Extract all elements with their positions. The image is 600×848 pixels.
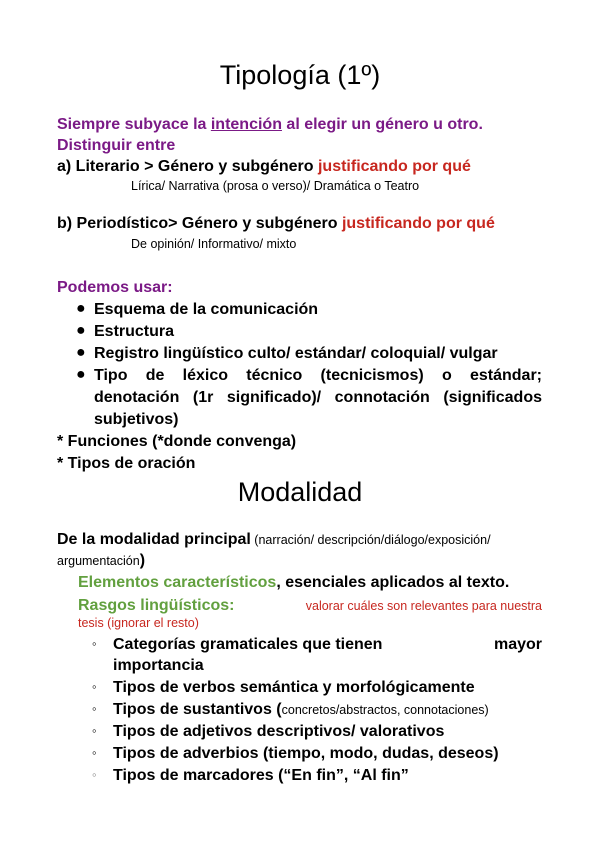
modalidad-item-adjetivos: Tipos de adjetivos descriptivos/ valorativos: [113, 723, 445, 740]
elementos-rest: , esenciales aplicados al texto.: [276, 574, 510, 591]
modalidad-item-sustantivos: [113, 701, 489, 719]
podemos-bullet-2: Estructura: [94, 323, 175, 340]
circle-bullet-icon: ◦: [92, 636, 97, 651]
modalidad-principal-line-2: [57, 552, 145, 570]
modalidad-item-verbos: Tipos de verbos semántica y morfológicamente: [113, 679, 475, 696]
intro-distinguir: Distinguir entre: [57, 137, 176, 154]
modalidad-principal: [57, 531, 491, 549]
item-a-highlight: justificando por qué: [317, 158, 471, 175]
item-a-sub: Lírica/ Narrativa (prosa o verso)/ Dramática o Teatro: [131, 179, 420, 193]
podemos-extra-2: * Tipos de oración: [57, 455, 196, 472]
podemos-bullet-4-line-3: subjetivos): [94, 411, 179, 428]
item-b: [57, 215, 495, 233]
circle-bullet-icon: ◦: [92, 723, 97, 738]
modalidad-principal-small: (narración/ descripción/diálogo/exposición/: [250, 533, 491, 547]
elementos-green: Elementos característicos: [78, 574, 277, 591]
intro-before: Siempre subyace la: [57, 116, 211, 133]
intro-line: [57, 116, 483, 134]
modalidad-principal-line-2-small: argumentación: [57, 554, 140, 568]
item-b-main: b) Periodístico> Género y subgénero: [57, 215, 342, 232]
circle-bullet-icon: ◦: [92, 701, 97, 716]
bullet-dot-icon: ●: [76, 300, 86, 317]
bullet-dot-icon: ●: [76, 366, 86, 383]
bullet-dot-icon: ●: [76, 322, 86, 339]
modalidad-principal-close: ): [139, 552, 146, 569]
circle-bullet-icon: ◦: [92, 767, 97, 782]
item-b-sub: De opinión/ Informativo/ mixto: [131, 237, 297, 251]
rasgos-red-2: tesis (ignorar el resto): [78, 616, 199, 630]
categorias-line-1: [113, 636, 542, 654]
podemos-bullet-3: Registro lingüístico culto/ estándar/ coloquial/ vulgar: [94, 345, 498, 362]
item-a-main: a) Literario > Género y subgénero: [57, 158, 318, 175]
bullet-dot-icon: ●: [76, 344, 86, 361]
podemos-bullet-4-line-2: denotación (1r significado)/ connotación (significados: [94, 389, 542, 406]
podemos-bullet-4-line-1: Tipo de léxico técnico (tecnicismos) o estándar;: [94, 367, 542, 384]
podemos-bullet-1: Esquema de la comunicación: [94, 301, 319, 318]
sustantivos-main: Tipos de sustantivos (: [113, 701, 282, 718]
intro-after: al elegir un género u otro.: [281, 116, 483, 133]
categorias-strong: mayor: [493, 636, 542, 653]
categorias-text: Categorías gramaticales que tienen: [113, 636, 383, 653]
circle-bullet-icon: ◦: [92, 745, 97, 760]
modalidad-item-marcadores: Tipos de marcadores (“En fin”, “Al fin”: [113, 767, 409, 784]
modalidad-principal-bold: De la modalidad principal: [57, 531, 251, 548]
rasgos-colon: :: [229, 597, 235, 614]
circle-bullet-icon: ◦: [92, 679, 97, 694]
sustantivos-small: concretos/abstractos, connotaciones): [281, 703, 489, 717]
podemos-extra-1: * Funciones (*donde convenga): [57, 433, 297, 450]
podemos-heading: Podemos usar:: [57, 279, 173, 296]
modalidad-heading: Modalidad: [237, 477, 363, 507]
page-title: Tipología (1º): [219, 60, 381, 90]
rasgos-red-1: valorar cuáles son relevantes para nuestra: [305, 599, 542, 613]
rasgos-line-1: [78, 597, 542, 615]
elementos-line: [78, 574, 509, 592]
item-b-highlight: justificando por qué: [341, 215, 495, 232]
intro-keyword: intención: [210, 116, 282, 133]
modalidad-item-adverbios: Tipos de adverbios (tiempo, modo, dudas, deseos): [113, 745, 499, 762]
item-a: [57, 158, 471, 176]
categorias-line-2: importancia: [113, 657, 204, 674]
rasgos-green: Rasgos lingüísticos: [78, 597, 230, 614]
